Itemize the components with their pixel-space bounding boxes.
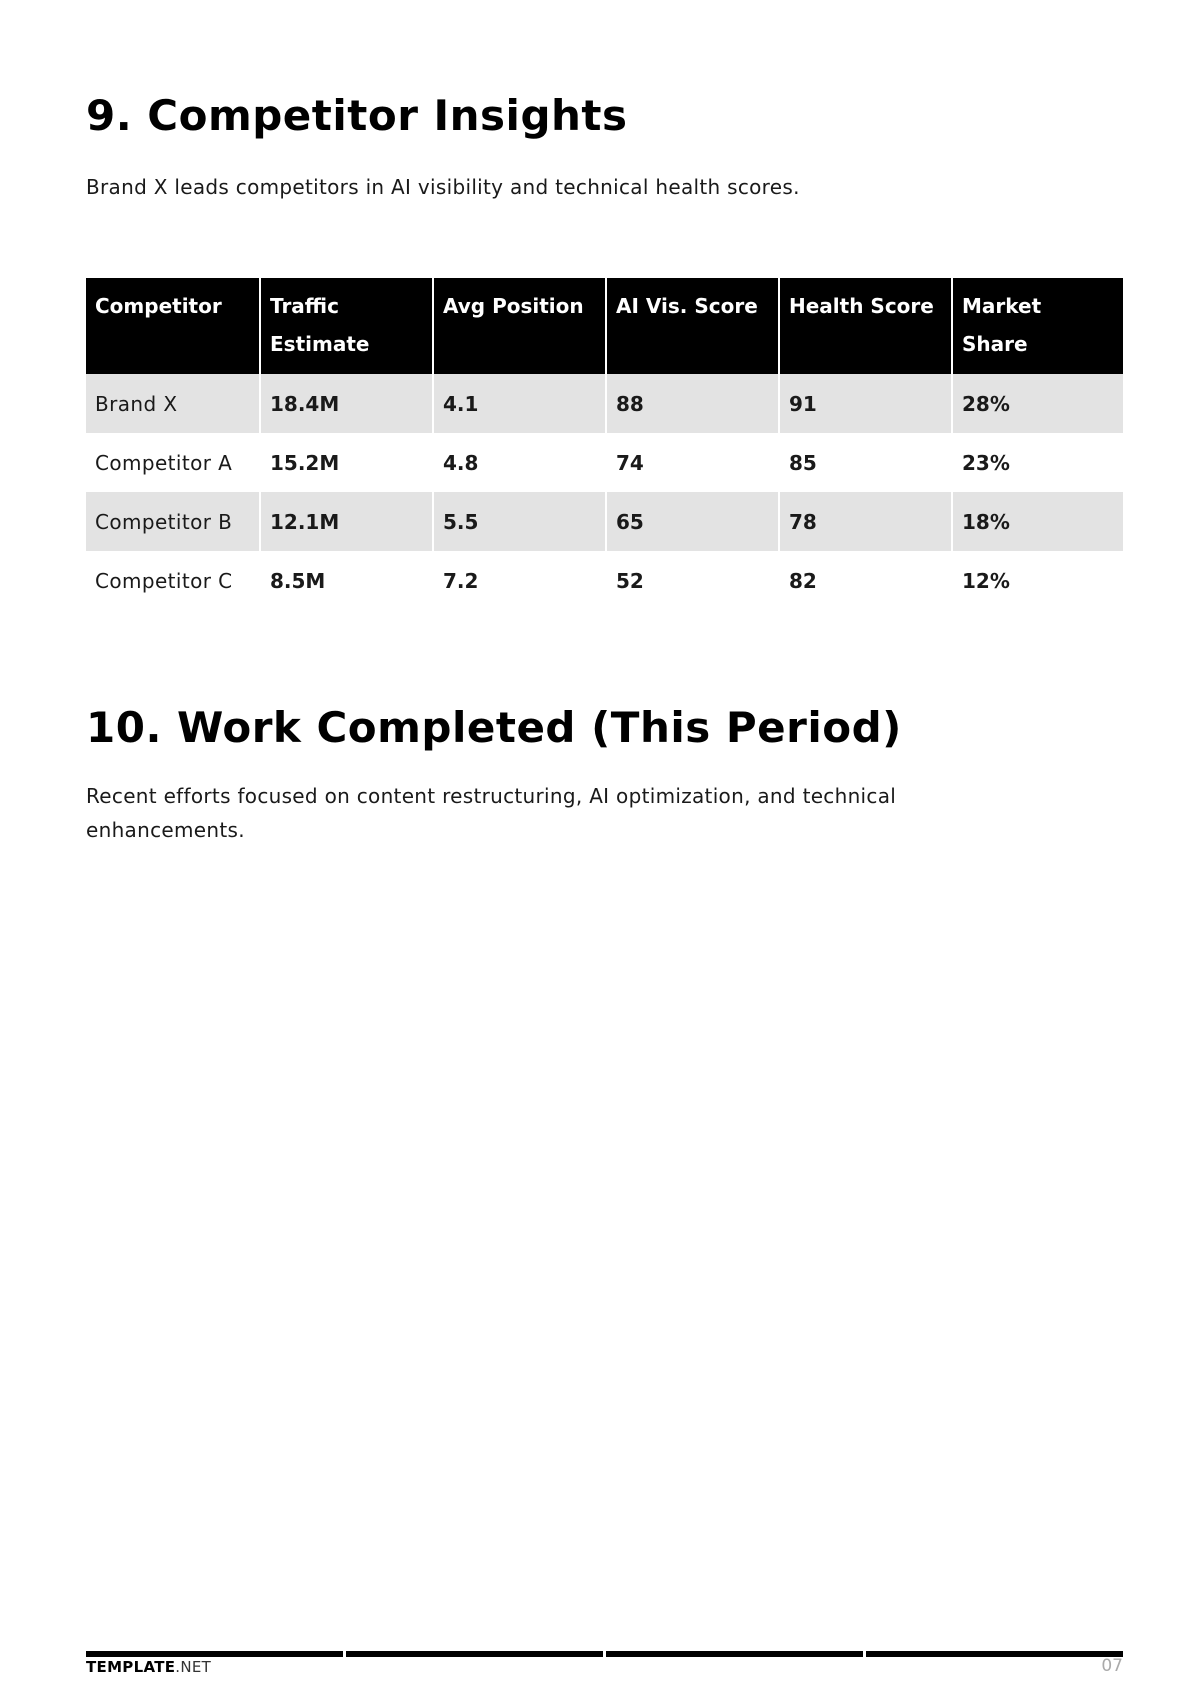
section-title-competitor-insights: 9. Competitor Insights	[86, 91, 628, 140]
column-header-competitor: Competitor	[86, 278, 259, 374]
cell-competitor: Competitor B	[86, 492, 259, 551]
footer-brand-suffix: .NET	[175, 1658, 212, 1676]
cell-market-share: 23%	[951, 433, 1123, 492]
cell-ai-vis-score: 65	[605, 492, 778, 551]
section-description-work-completed: Recent efforts focused on content restructuring, AI optimization, and technical enhancements.	[86, 784, 897, 842]
cell-health-score: 85	[778, 433, 951, 492]
table-row	[86, 433, 1123, 492]
cell-ai-vis-score: 74	[605, 433, 778, 492]
footer-divider	[86, 1651, 1123, 1657]
cell-health-score: 82	[778, 551, 951, 610]
cell-avg-position: 4.1	[432, 374, 605, 433]
footer-brand-logo	[86, 1658, 211, 1676]
cell-competitor: Competitor C	[86, 551, 259, 610]
cell-traffic-estimate: 18.4M	[259, 374, 432, 433]
footer-bar-segment	[866, 1651, 1123, 1657]
table-row	[86, 374, 1123, 433]
cell-competitor: Brand X	[86, 374, 259, 433]
cell-traffic-estimate: 8.5M	[259, 551, 432, 610]
cell-avg-position: 7.2	[432, 551, 605, 610]
footer-bar-segment	[346, 1651, 603, 1657]
cell-traffic-estimate: 15.2M	[259, 433, 432, 492]
footer-brand-name: TEMPLATE	[86, 1658, 176, 1676]
section-title-work-completed: 10. Work Completed (This Period)	[86, 703, 902, 752]
cell-traffic-estimate: 12.1M	[259, 492, 432, 551]
table-row	[86, 492, 1123, 551]
column-header-traffic-estimate: Traffic Estimate	[259, 278, 432, 374]
cell-avg-position: 4.8	[432, 433, 605, 492]
column-header-market-share: Market Share	[951, 278, 1123, 374]
page-number: 07	[1101, 1656, 1123, 1676]
cell-ai-vis-score: 88	[605, 374, 778, 433]
column-header-ai-vis-score: AI Vis. Score	[605, 278, 778, 374]
table-row	[86, 551, 1123, 610]
cell-health-score: 91	[778, 374, 951, 433]
cell-competitor: Competitor A	[86, 433, 259, 492]
footer-bar-segment	[86, 1651, 343, 1657]
cell-market-share: 28%	[951, 374, 1123, 433]
table-header-row	[86, 278, 1123, 374]
competitor-table	[86, 278, 1123, 610]
column-header-health-score: Health Score	[778, 278, 951, 374]
cell-health-score: 78	[778, 492, 951, 551]
cell-market-share: 12%	[951, 551, 1123, 610]
section-description-competitor-insights: Brand X leads competitors in AI visibility and technical health scores.	[86, 175, 800, 199]
cell-ai-vis-score: 52	[605, 551, 778, 610]
footer-bar-segment	[606, 1651, 863, 1657]
cell-market-share: 18%	[951, 492, 1123, 551]
column-header-avg-position: Avg Position	[432, 278, 605, 374]
cell-avg-position: 5.5	[432, 492, 605, 551]
